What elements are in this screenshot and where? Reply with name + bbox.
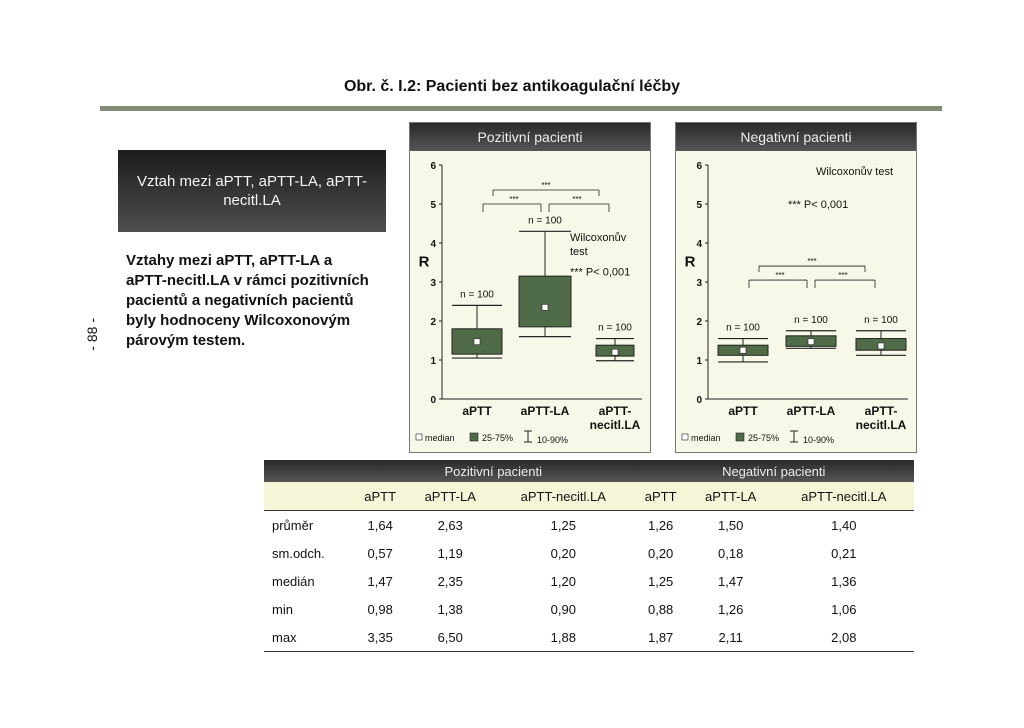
table-cell: 1,20 <box>550 573 576 589</box>
stats-table-grid <box>264 460 914 652</box>
x-category-label: aPTT- <box>598 404 632 418</box>
table-cell: 1,38 <box>437 601 463 617</box>
median-marker <box>612 349 618 355</box>
table-cell: 2,08 <box>774 623 914 652</box>
y-axis-label: R <box>684 253 696 271</box>
chart-plot <box>676 151 916 452</box>
table-cell: 1,26 <box>718 601 744 617</box>
annotation-text: test <box>570 246 588 258</box>
table-cell: 2,11 <box>688 623 774 652</box>
table-cell: 1,06 <box>831 601 857 617</box>
y-tick-label: 4 <box>430 239 436 250</box>
column-header: aPTT-LA <box>407 482 493 511</box>
table-cell: 0,20 <box>647 545 674 561</box>
title-rule <box>100 106 942 111</box>
y-tick-label: 1 <box>696 356 702 367</box>
annotation-text: *** P< 0,001 <box>570 266 631 279</box>
annotation-text: *** P< 0,001 <box>788 199 849 211</box>
table-cell: 0,57 <box>367 545 393 561</box>
y-tick-label: 0 <box>696 395 702 406</box>
y-tick-label: 4 <box>696 239 702 250</box>
table-cell: 0,18 <box>718 545 744 561</box>
y-tick-label: 3 <box>696 278 702 289</box>
y-tick-label: 1 <box>430 356 436 367</box>
y-tick-label: 5 <box>430 200 436 211</box>
legend-label: 10-90% <box>803 435 835 445</box>
chart-title: Negativní pacienti <box>676 123 916 151</box>
table-cell: 2,63 <box>437 517 463 533</box>
table-cell: 3,35 <box>353 623 407 652</box>
table-cell: 0,88 <box>647 601 674 617</box>
column-header: aPTT <box>633 482 687 511</box>
table-cell: 0,20 <box>550 545 576 561</box>
table-row <box>264 539 914 567</box>
y-tick-label: 0 <box>430 395 436 406</box>
table-group-header-row <box>264 460 914 482</box>
x-category-label: aPTT- <box>864 404 898 418</box>
table-cell: 1,36 <box>831 573 857 589</box>
significance-label: *** <box>541 181 551 190</box>
y-tick-label: 2 <box>696 317 702 328</box>
y-tick-label: 6 <box>696 161 702 172</box>
column-header: aPTT <box>353 482 407 511</box>
chart-plot <box>410 151 650 452</box>
x-category-label: aPTT-LA <box>786 404 836 418</box>
legend-box-swatch <box>470 433 478 441</box>
x-category-label: aPTT-LA <box>520 404 570 418</box>
median-marker <box>878 343 884 349</box>
column-header: aPTT-necitl.LA <box>493 482 633 511</box>
n-label: n = 100 <box>864 314 898 326</box>
table-cell: 1,88 <box>493 623 633 652</box>
legend-label: median <box>691 433 721 443</box>
statistics-table <box>264 460 914 652</box>
table-cell: 1,25 <box>550 517 576 533</box>
row-label: min <box>272 601 293 617</box>
n-label: n = 100 <box>726 322 760 334</box>
legend-median-swatch <box>682 434 688 440</box>
chart-positive-patients <box>409 122 651 453</box>
annotation-text: Wilcoxonův test <box>816 165 894 178</box>
table-cell: 6,50 <box>407 623 493 652</box>
row-label: průměr <box>272 517 314 533</box>
row-label: max <box>264 623 353 652</box>
median-marker <box>740 347 746 353</box>
section-heading-box <box>118 150 386 232</box>
box-iqr <box>519 276 571 327</box>
y-tick-label: 2 <box>430 317 436 328</box>
chart-negative-patients <box>675 122 917 453</box>
page-number: - 88 - <box>84 318 100 351</box>
table-cell: 0,21 <box>831 545 857 561</box>
body-paragraph: Vztahy mezi aPTT, aPTT-LA a aPTT-necitl.LA v rámci pozitivních pacientů a negativních pacientů byly hodnoceny Wilcoxonovým párovým testem. <box>126 252 369 349</box>
table-row <box>264 511 914 540</box>
table-cell: 0,90 <box>550 601 576 617</box>
x-category-label: necitl.LA <box>855 418 907 432</box>
chart-title: Pozitivní pacienti <box>410 123 650 151</box>
significance-label: *** <box>509 195 519 204</box>
n-label: n = 100 <box>794 314 828 326</box>
table-row <box>264 623 914 652</box>
table-row <box>264 567 914 595</box>
table-cell: 1,40 <box>831 517 857 533</box>
table-cell: 1,64 <box>367 517 393 533</box>
significance-label: *** <box>775 271 785 281</box>
table-cell: 1,19 <box>437 545 463 561</box>
significance-label: *** <box>838 271 848 281</box>
y-tick-label: 3 <box>430 278 436 289</box>
table-row <box>264 595 914 623</box>
n-label: n = 100 <box>460 289 494 301</box>
table-cell: 1,50 <box>718 517 744 533</box>
x-category-label: aPTT <box>462 404 492 418</box>
legend-label: 25-75% <box>482 433 514 443</box>
table-cell: 2,35 <box>437 573 463 589</box>
significance-label: *** <box>572 195 582 204</box>
row-label: medián <box>272 573 315 589</box>
legend-median-swatch <box>416 434 422 440</box>
y-axis-label: R <box>418 253 430 271</box>
table-corner <box>264 482 353 511</box>
median-marker <box>808 339 814 345</box>
annotation-text: Wilcoxonův <box>570 232 627 244</box>
median-marker <box>542 304 548 310</box>
x-category-label: necitl.LA <box>589 418 641 432</box>
y-tick-label: 5 <box>696 200 702 211</box>
column-header: aPTT-LA <box>688 482 774 511</box>
table-corner <box>264 460 353 482</box>
legend-label: 25-75% <box>748 433 780 443</box>
table-cell: 1,25 <box>647 573 674 589</box>
median-marker <box>474 339 480 345</box>
figure-title: Obr. č. I.2: Pacienti bez antikoagulační léčby <box>343 78 681 95</box>
table-cell: 1,47 <box>718 573 744 589</box>
table-cell: 1,47 <box>367 573 393 589</box>
row-label: sm.odch. <box>272 545 325 561</box>
group-header-positive: Pozitivní pacienti <box>353 460 633 482</box>
x-category-label: aPTT <box>728 404 758 418</box>
group-header-negative: Negativní pacienti <box>633 460 914 482</box>
table-cell: 1,26 <box>647 517 674 533</box>
legend-box-swatch <box>736 433 744 441</box>
y-tick-label: 6 <box>430 161 436 172</box>
legend-label: 10-90% <box>537 435 569 445</box>
legend-label: median <box>425 433 455 443</box>
significance-label: *** <box>807 257 817 267</box>
section-heading: Vztah mezi aPTT, aPTT-LA, aPTT-necitl.LA <box>136 173 368 209</box>
table-column-header-row <box>264 482 914 511</box>
table-cell: 0,98 <box>367 601 393 617</box>
table-cell: 1,87 <box>633 623 687 652</box>
n-label: n = 100 <box>598 322 632 334</box>
n-label: n = 100 <box>528 215 562 227</box>
column-header: aPTT-necitl.LA <box>774 482 914 511</box>
